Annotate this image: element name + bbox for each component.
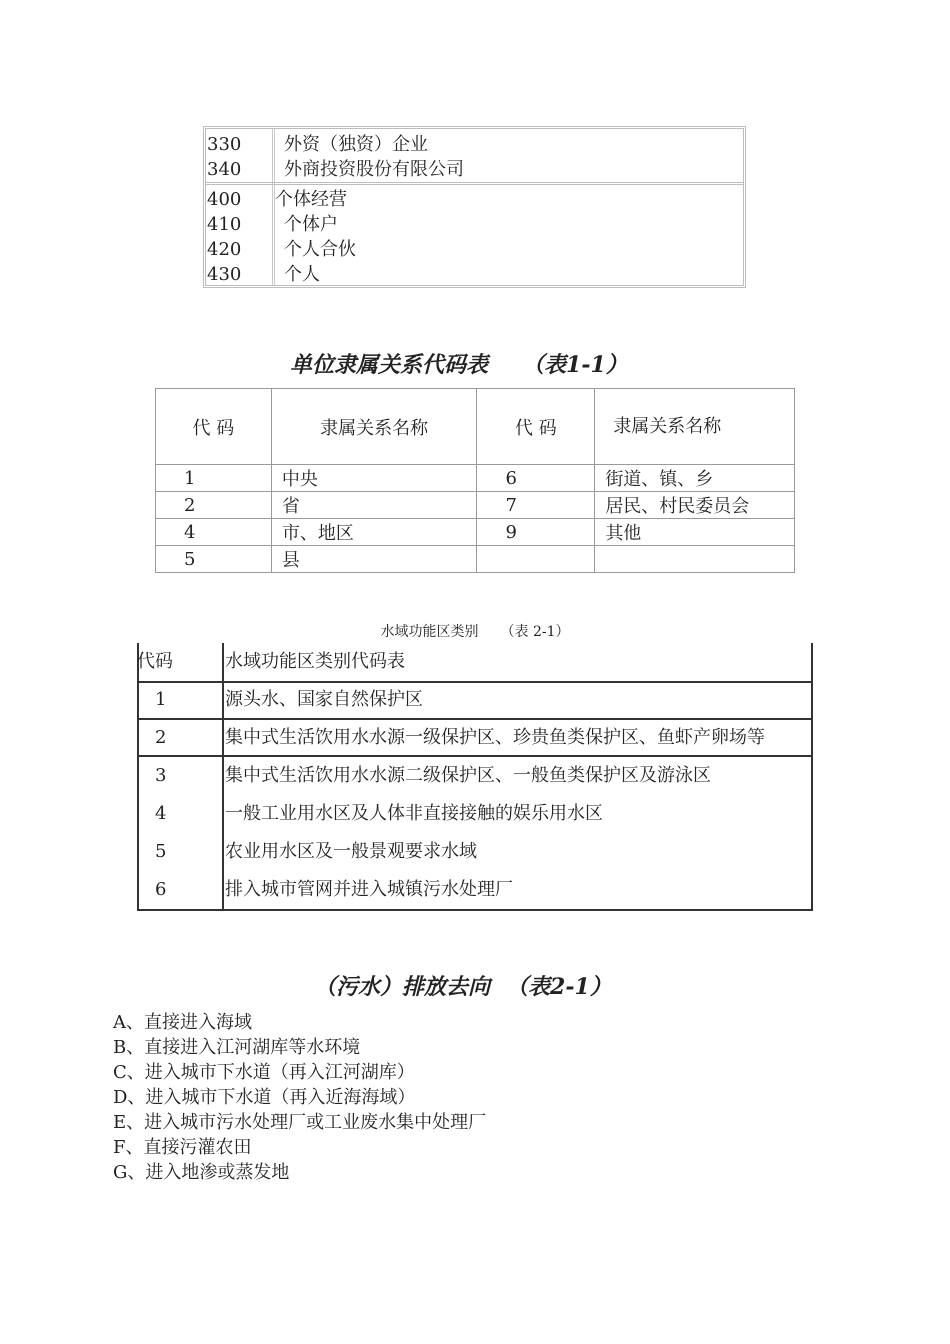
code-cell: 340 — [207, 159, 242, 180]
name-cell: 排入城市管网并进入城镇污水处理厂 — [225, 879, 513, 900]
header-code: 代 码 — [156, 389, 272, 465]
table-row — [206, 237, 743, 262]
name-cell: 个人合伙 — [284, 239, 356, 260]
water-zones-table-number: （表 2-1） — [500, 624, 570, 640]
code-cell: 3 — [155, 765, 167, 786]
table-border-bottom — [137, 909, 813, 911]
header-name: 隶属关系名称 — [595, 389, 795, 465]
list-item: G、进入地渗或蒸发地 — [113, 1162, 290, 1183]
name-cell: 街道、镇、乡 — [595, 465, 795, 492]
name-cell — [595, 546, 795, 573]
header-code: 代码 — [137, 651, 173, 672]
list-item: C、进入城市下水道（再入江河湖库） — [113, 1062, 415, 1083]
name-cell: 个体户 — [284, 214, 338, 235]
header-code: 代 码 — [477, 389, 595, 465]
code-cell: 5 — [155, 841, 167, 862]
code-cell: 2 — [155, 727, 167, 748]
table-row — [206, 187, 743, 212]
code-cell: 430 — [207, 264, 242, 285]
list-item: F、直接污灌农田 — [113, 1137, 252, 1158]
name-cell: 县 — [271, 546, 477, 573]
code-cell: 1 — [156, 465, 272, 492]
table-header-row — [156, 389, 795, 465]
table-row — [156, 492, 795, 519]
name-cell: 个人 — [284, 264, 320, 285]
name-cell: 集中式生活饮用水水源一级保护区、珍贵鱼类保护区、鱼虾产卵场等 — [225, 727, 765, 748]
table-row — [137, 720, 813, 756]
table-row — [137, 682, 813, 718]
discharge-list — [113, 1010, 486, 1185]
table-row — [206, 157, 743, 182]
name-cell: 中央 — [271, 465, 477, 492]
code-cell: 7 — [477, 492, 595, 519]
table-row — [137, 796, 813, 832]
code-cell: 4 — [156, 519, 272, 546]
table-row — [137, 872, 813, 908]
header-name: 隶属关系名称 — [271, 389, 477, 465]
name-cell: 源头水、国家自然保护区 — [225, 689, 423, 710]
table-row — [206, 212, 743, 237]
code-cell: 400 — [207, 189, 242, 210]
discharge-heading — [314, 970, 612, 1001]
table-row — [206, 132, 743, 157]
name-cell: 外商投资股份有限公司 — [284, 159, 464, 180]
discharge-title: （污水）排放去向 — [314, 974, 491, 1000]
affiliation-heading — [290, 348, 628, 379]
table-row — [156, 465, 795, 492]
name-cell: 农业用水区及一般景观要求水域 — [225, 841, 477, 862]
code-cell: 1 — [155, 689, 167, 710]
affiliation-table — [155, 388, 795, 573]
water-zones-title: 水域功能区类别 — [380, 624, 479, 640]
table-row — [156, 546, 795, 573]
table-row — [206, 262, 743, 287]
water-zones-table — [137, 643, 813, 911]
group-divider — [206, 182, 743, 185]
list-item: D、进入城市下水道（再入近海海域） — [113, 1087, 416, 1108]
affiliation-table-number: （表1-1） — [522, 352, 628, 378]
table-row — [137, 834, 813, 870]
code-cell — [477, 546, 595, 573]
table-header-row — [137, 644, 813, 680]
name-cell: 集中式生活饮用水水源二级保护区、一般鱼类保护区及游泳区 — [225, 765, 711, 786]
code-cell: 410 — [207, 214, 242, 235]
enterprise-type-table — [203, 126, 746, 288]
code-cell: 2 — [156, 492, 272, 519]
list-item: B、直接进入江河湖库等水环境 — [113, 1037, 361, 1058]
name-cell: 居民、村民委员会 — [595, 492, 795, 519]
code-cell: 5 — [156, 546, 272, 573]
name-cell: 其他 — [595, 519, 795, 546]
discharge-table-number: （表2-1） — [506, 974, 612, 1000]
name-cell: 外资（独资）企业 — [284, 134, 428, 155]
code-cell: 420 — [207, 239, 242, 260]
list-item: E、进入城市污水处理厂或工业废水集中处理厂 — [113, 1112, 487, 1133]
table-row — [137, 758, 813, 794]
affiliation-title: 单位隶属关系代码表 — [290, 352, 489, 378]
code-cell: 6 — [155, 879, 167, 900]
name-cell: 一般工业用水区及人体非直接接触的娱乐用水区 — [225, 803, 603, 824]
water-zones-caption — [0, 621, 950, 641]
list-item: A、直接进入海域 — [113, 1012, 252, 1033]
code-cell: 330 — [207, 134, 242, 155]
name-cell: 省 — [271, 492, 477, 519]
header-name: 水域功能区类别代码表 — [225, 651, 405, 672]
code-cell: 9 — [477, 519, 595, 546]
code-cell: 6 — [477, 465, 595, 492]
name-cell: 市、地区 — [271, 519, 477, 546]
name-cell: 个体经营 — [275, 189, 347, 210]
table-row — [156, 519, 795, 546]
code-cell: 4 — [155, 803, 167, 824]
